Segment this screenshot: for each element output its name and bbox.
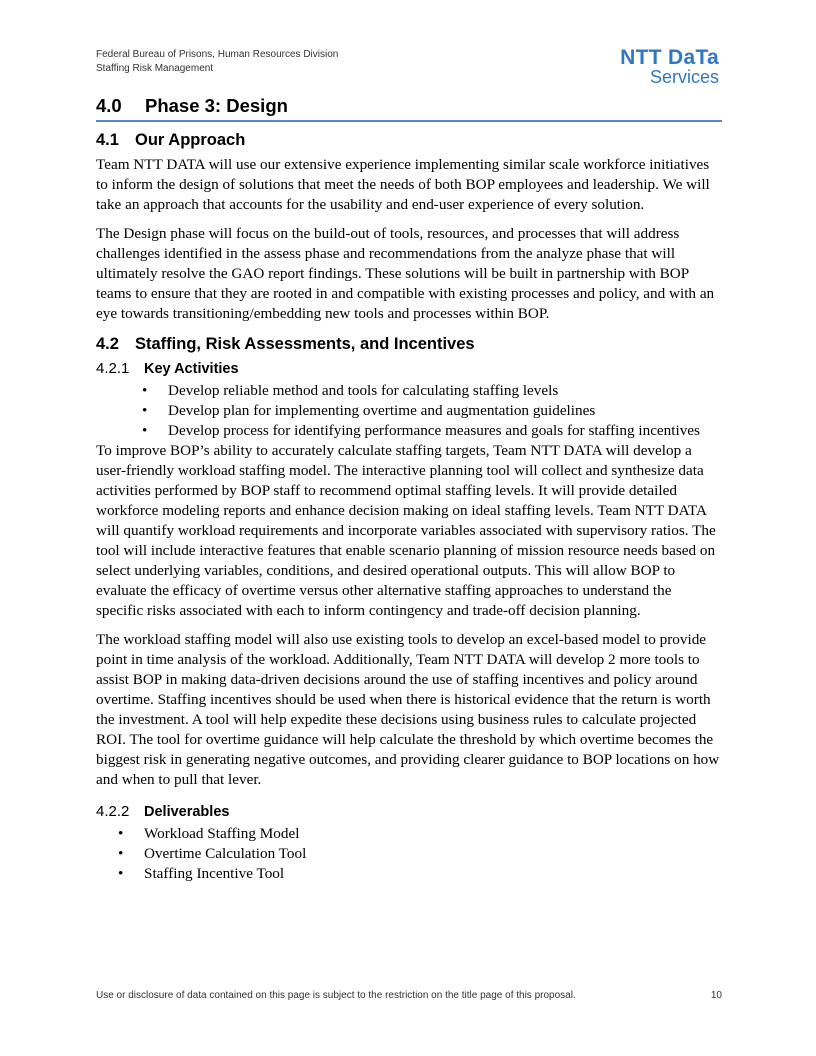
subsection-heading-staffing: [96, 333, 722, 355]
footer-notice: Use or disclosure of data contained on this page is subject to the restriction on the title page of this proposal.: [96, 990, 576, 1001]
bullet-icon: •: [118, 865, 124, 882]
bullet-icon: •: [142, 382, 148, 399]
bullet-icon: •: [142, 422, 148, 439]
document-body: [96, 94, 722, 884]
subsubsection-heading-deliverables: [96, 802, 722, 822]
subsection-title: Our Approach: [135, 131, 246, 149]
paragraph: The workload staffing model will also use existing tools to develop an excel-based model to provide point in time analysis of the workload. Additionally, Team NTT DATA will develop 2 more tools to assist BOP in making data-driven decisions around the use of staffing incentives and policy around overtime. Staffing incentives should be used when there is historical evidence that the return is worth the investment. A tool will help expedite these decisions using business rules to calculate projected ROI. The tool for overtime guidance will help calculate the threshold by which overtime becomes the biggest risk in generating negative outcomes, and providing clearer guidance to BOP locations on how and when to pull that lever.: [96, 631, 720, 788]
subsubsection-number: 4.2.2: [96, 803, 130, 820]
logo-brand: NTT DaTa: [620, 46, 719, 69]
list-item: • Develop plan for implementing overtime and augmentation guidelines: [142, 402, 596, 419]
subsubsection-number: 4.2.1: [96, 360, 130, 377]
key-activities-list: [96, 381, 722, 441]
header-project: Staffing Risk Management: [96, 62, 214, 74]
list-item: • Develop process for identifying performance measures and goals for staffing incentives: [142, 422, 700, 439]
list-item: • Workload Staffing Model: [118, 825, 300, 842]
paragraph: Team NTT DATA will use our extensive experience implementing similar scale workforce initiatives to inform the design of solutions that meet the needs of both BOP employees and leadership. We will take an approach that accounts for the usability and end-user experience of every solution.: [96, 156, 710, 213]
bullet-icon: •: [118, 845, 124, 862]
deliverables-list: [96, 824, 722, 884]
running-header: [96, 48, 338, 75]
subsection-number: 4.2: [96, 335, 119, 353]
bullet-icon: •: [142, 402, 148, 419]
list-item: • Develop reliable method and tools for calculating staffing levels: [142, 382, 559, 399]
section-heading: [96, 94, 722, 122]
paragraph: To improve BOP’s ability to accurately calculate staffing targets, Team NTT DATA will develop a user-friendly workload staffing model. The interactive planning tool will collect and synthesize data activities performed by BOP staff to recommend optimal staffing levels. It will provide detailed workforce modeling reports and enhance decision making on ideal staffing levels. Team NTT DATA will quantify workload requirements and incorporate variables associated with supervisory ratios. The tool will include interactive features that enable scenario planning of mission resource needs based on select underlying variables, conditions, and desired operational outputs. This will allow BOP to evaluate the efficacy of overtime versus other alternative staffing approaches to understand the specific risks associated with each to inform contingency and trade-off decision planning.: [96, 442, 716, 619]
subsubsection-title: Deliverables: [144, 804, 230, 820]
section-number: 4.0: [96, 95, 122, 116]
bullet-icon: •: [118, 825, 124, 842]
logo-subtitle: Services: [649, 67, 719, 87]
subsection-title: Staffing, Risk Assessments, and Incentives: [135, 335, 475, 353]
subsection-heading-approach: [96, 129, 722, 151]
section-title: Phase 3: Design: [145, 95, 288, 116]
company-logo: [620, 48, 719, 86]
page-number: 10: [710, 990, 722, 1001]
paragraph: The Design phase will focus on the build-out of tools, resources, and processes that will address challenges identified in the assess phase and recommendations from the analyze phase that will ultimately resolve the GAO report findings. These solutions will be built in partnership with BOP teams to ensure that they are rooted in and compatible with existing processes and policy, and with an eye towards transitioning/embedding new tools and processes within BOP.: [96, 225, 715, 322]
subsubsection-title: Key Activities: [144, 361, 239, 377]
list-item: • Overtime Calculation Tool: [118, 845, 307, 862]
header-organization: Federal Bureau of Prisons, Human Resources Division: [96, 49, 339, 60]
subsection-number: 4.1: [96, 131, 119, 149]
list-item: • Staffing Incentive Tool: [118, 865, 285, 882]
page-footer: [96, 990, 722, 1001]
subsubsection-heading-key-activities: [96, 359, 722, 379]
